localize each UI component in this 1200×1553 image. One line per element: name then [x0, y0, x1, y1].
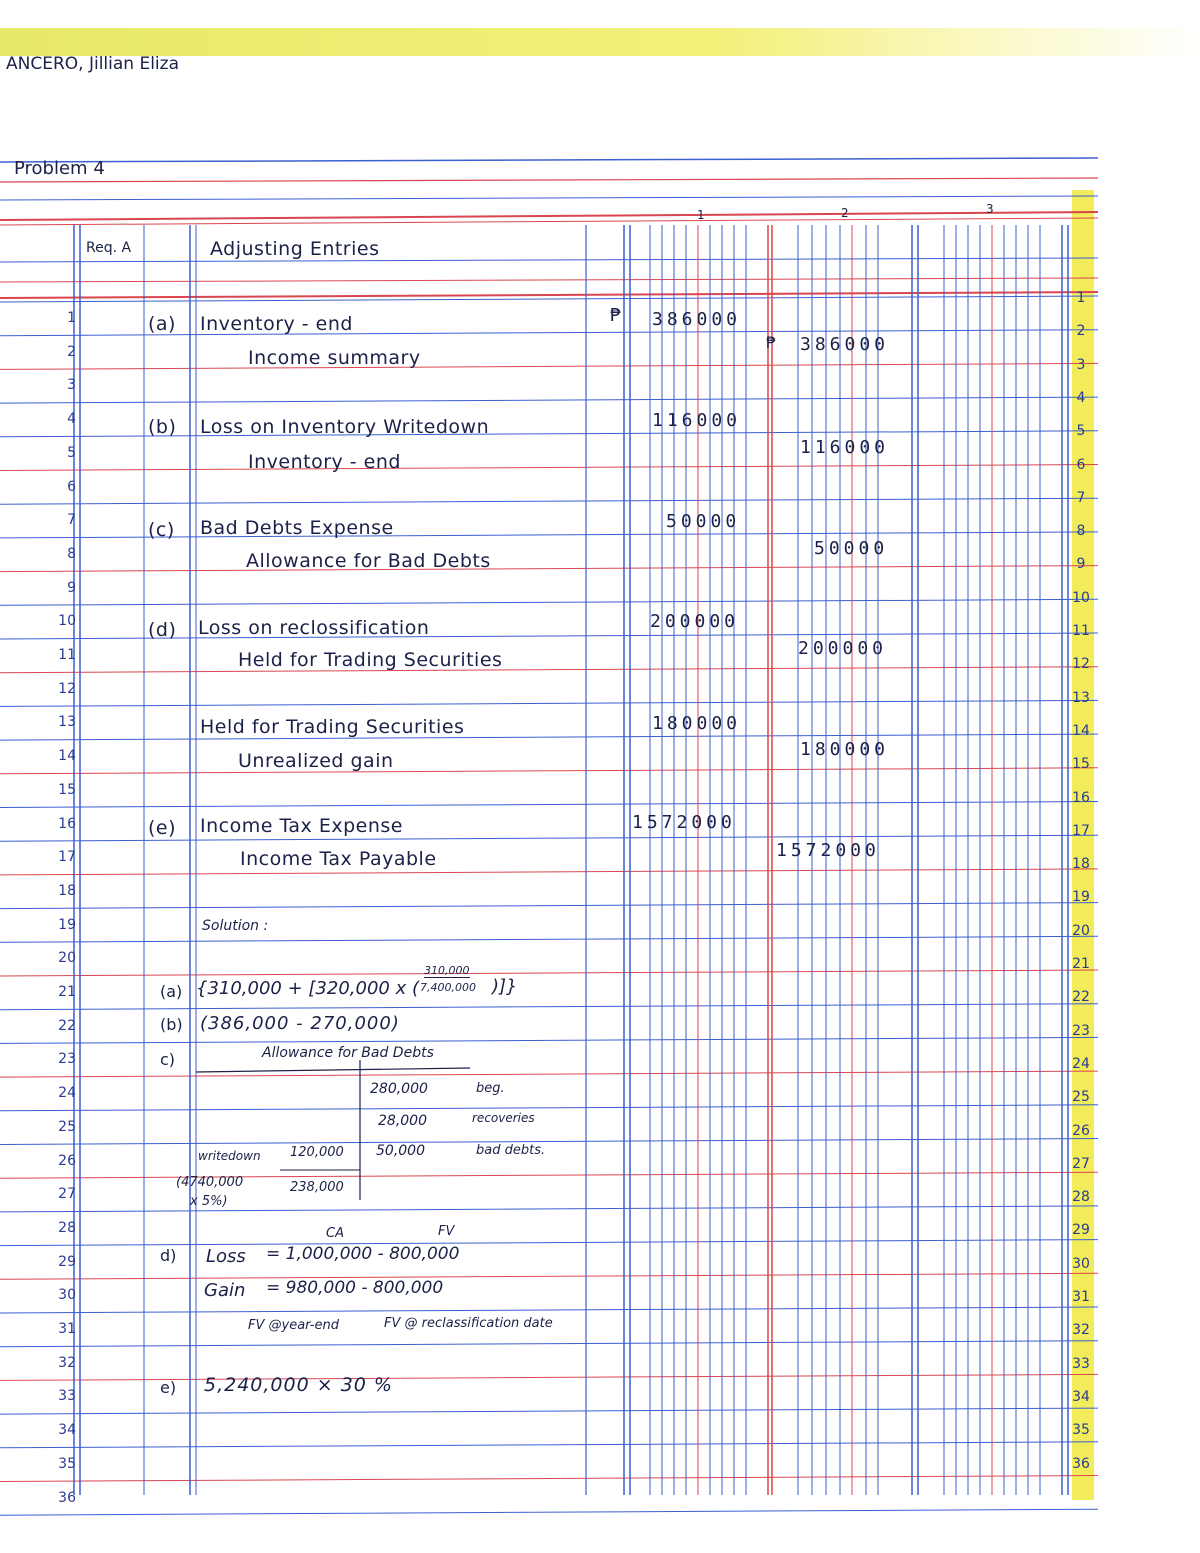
line-number: 28 [58, 1219, 76, 1236]
solution-d-note: FV @year-end [248, 1318, 339, 1333]
fraction-numerator: 310,000 [424, 964, 470, 977]
line-number: 4 [1076, 389, 1086, 406]
credit-account: Held for Trading Securities [238, 649, 503, 671]
line-number: 8 [67, 545, 76, 562]
row-rule [0, 734, 1098, 740]
line-number: 15 [58, 781, 76, 798]
fraction-denominator: 7,400,000 [420, 981, 476, 994]
credit-account: Inventory - end [248, 451, 401, 473]
line-number: 20 [58, 950, 76, 967]
debit-amount: 50000 [666, 511, 741, 532]
line-number: 30 [58, 1287, 76, 1304]
line-number: 32 [1072, 1322, 1090, 1339]
line-number: 5 [1076, 423, 1086, 440]
line-number: 28 [1072, 1189, 1090, 1206]
line-number: 2 [67, 343, 76, 360]
credit-amount: 116000 [800, 437, 890, 458]
line-number: 7 [1076, 489, 1086, 506]
entry-letter: (d) [148, 619, 177, 641]
line-number: 24 [58, 1085, 76, 1102]
row-rule [0, 1037, 1098, 1043]
debit-amount: 116000 [652, 410, 742, 431]
line-number: 30 [1072, 1255, 1090, 1272]
solution-letter: d) [160, 1246, 177, 1265]
t-account-value: 238,000 [290, 1180, 344, 1195]
row-rule [0, 768, 1098, 774]
line-number: 22 [1072, 989, 1090, 1006]
line-number: 29 [1072, 1222, 1090, 1239]
line-number: 19 [58, 916, 76, 933]
solution-d-note: FV @ reclassification date [384, 1316, 553, 1331]
line-number: 15 [1072, 756, 1090, 773]
solution-d-gain: = 980,000 - 800,000 [266, 1278, 444, 1298]
line-number: 3 [1076, 356, 1086, 373]
solution-b-formula: (386,000 - 270,000) [200, 1013, 400, 1034]
peso-sign: ₱ [766, 333, 777, 352]
line-number: 23 [1072, 1022, 1090, 1039]
t-account-value: 50,000 [376, 1143, 425, 1159]
entry-letter: (a) [148, 313, 176, 335]
debit-amount: 200000 [650, 611, 740, 632]
row-rule [0, 465, 1098, 471]
debit-account: Loss on reclossification [198, 617, 430, 639]
row-rule [0, 700, 1098, 706]
t-account-note: recoveries [472, 1111, 535, 1125]
line-number: 20 [1072, 922, 1090, 939]
student-name: ANCERO, Jillian Eliza [6, 54, 179, 74]
line-number: 2 [1076, 323, 1086, 340]
t-account-value: 28,000 [378, 1113, 427, 1129]
row-rule [0, 1105, 1098, 1111]
line-number: 32 [58, 1354, 76, 1371]
line-number: 34 [58, 1422, 76, 1439]
debit-account: Inventory - end [200, 313, 353, 335]
line-number: 17 [1072, 822, 1090, 839]
line-number: 8 [1076, 523, 1086, 540]
line-number: 19 [1072, 889, 1090, 906]
row-rule [0, 1071, 1098, 1077]
row-rule [0, 936, 1098, 942]
line-number: 12 [58, 680, 76, 697]
line-number: 25 [1072, 1089, 1090, 1106]
row-rule [0, 869, 1098, 875]
problem-title: Problem 4 [14, 158, 105, 179]
credit-amount: 386000 [800, 334, 890, 355]
row-rule [0, 566, 1098, 572]
line-number: 23 [58, 1051, 76, 1068]
row-rule [0, 498, 1098, 504]
calculation-note: x 5%) [190, 1194, 228, 1209]
row-rule [0, 1273, 1098, 1279]
line-number: 21 [1072, 956, 1090, 972]
line-number: 17 [58, 849, 76, 866]
solution-letter: (a) [160, 982, 183, 1001]
calculation-note: (4740,000 [176, 1175, 244, 1190]
peso-sign: ₱ [610, 305, 622, 326]
line-number: 6 [1076, 456, 1086, 473]
t-account-value: 280,000 [370, 1081, 428, 1097]
entry-letter: (b) [148, 416, 177, 438]
column-number-2: 2 [841, 206, 849, 220]
line-number: 18 [1072, 856, 1090, 873]
line-number: 10 [1072, 589, 1090, 606]
line-number: 4 [67, 411, 76, 428]
line-number: 35 [58, 1455, 76, 1472]
t-account-note: bad debts. [476, 1143, 546, 1158]
solution-letter: (b) [160, 1015, 183, 1034]
line-number: 36 [58, 1489, 76, 1506]
row-rule [0, 1509, 1098, 1515]
row-rule [0, 903, 1098, 909]
credit-amount: 1572000 [776, 840, 880, 861]
row-rule [0, 1408, 1098, 1414]
row-rule [0, 1004, 1098, 1010]
line-number: 24 [1072, 1055, 1090, 1072]
line-number: 11 [58, 647, 76, 663]
row-rule [0, 363, 1098, 369]
header-rule [0, 196, 1098, 200]
line-number: 5 [67, 444, 76, 461]
row-rule [0, 397, 1098, 403]
row-rule [0, 1341, 1098, 1347]
line-number: 22 [58, 1017, 76, 1034]
row-rule [0, 1476, 1098, 1482]
line-number: 6 [67, 478, 76, 495]
line-number: 27 [1072, 1155, 1090, 1172]
debit-account: Loss on Inventory Writedown [200, 416, 490, 438]
credit-amount: 180000 [800, 739, 890, 760]
debit-account: Held for Trading Securities [200, 716, 465, 738]
t-account-note: writedown [198, 1149, 261, 1163]
row-rule [0, 1307, 1098, 1313]
line-number: 16 [1072, 789, 1090, 806]
line-number: 33 [1072, 1355, 1090, 1372]
solution-d-gain-label: Gain [204, 1280, 246, 1301]
line-number: 13 [1072, 689, 1090, 706]
row-rule [0, 1442, 1098, 1448]
line-number: 27 [58, 1186, 76, 1203]
row-rule [0, 1206, 1098, 1212]
row-rule [0, 667, 1098, 673]
row-rule [0, 802, 1098, 808]
t-account-rule [196, 1068, 470, 1072]
debit-account: Income Tax Expense [200, 815, 403, 837]
solution-letter: e) [160, 1378, 177, 1397]
row-rule [0, 1139, 1098, 1145]
solution-a-close: )]} [492, 976, 518, 997]
line-number: 10 [58, 613, 76, 630]
row-rule [0, 599, 1098, 605]
t-account-value: 120,000 [290, 1145, 344, 1160]
line-number: 7 [67, 512, 76, 529]
line-number: 36 [1072, 1455, 1090, 1472]
solution-e-formula: 5,240,000 × 30 % [204, 1374, 393, 1396]
credit-amount: 50000 [814, 538, 889, 559]
debit-amount: 180000 [652, 713, 742, 734]
line-number: 21 [58, 984, 76, 1000]
debit-account: Bad Debts Expense [200, 517, 394, 539]
line-number: 26 [58, 1152, 76, 1169]
header-rule [0, 158, 1098, 162]
header-rule [0, 278, 1098, 282]
line-number: 29 [58, 1253, 76, 1270]
solution-d-loss-label: Loss [206, 1246, 246, 1267]
line-number: 35 [1072, 1422, 1090, 1439]
header-rule [0, 258, 1098, 262]
row-rule [0, 1172, 1098, 1178]
solution-d-ca: CA [326, 1226, 344, 1241]
line-number: 11 [1072, 623, 1090, 639]
row-rule [0, 1240, 1098, 1246]
line-number: 31 [1072, 1289, 1090, 1305]
requirement-label: Req. A [86, 240, 132, 256]
line-number: 9 [67, 579, 76, 596]
line-number: 14 [58, 748, 76, 765]
debit-amount: 386000 [652, 309, 742, 330]
line-number: 14 [1072, 722, 1090, 739]
line-number: 18 [58, 882, 76, 899]
line-number: 12 [1072, 656, 1090, 673]
line-number: 9 [1076, 556, 1086, 573]
entry-letter: (c) [148, 519, 175, 541]
column-number-1: 1 [697, 208, 705, 222]
credit-amount: 200000 [798, 638, 888, 659]
line-number: 31 [58, 1321, 76, 1337]
line-number: 16 [58, 815, 76, 832]
credit-account: Allowance for Bad Debts [246, 550, 491, 572]
solution-d-loss: = 1,000,000 - 800,000 [266, 1244, 460, 1264]
line-number: 1 [1076, 290, 1086, 306]
credit-account: Unrealized gain [238, 750, 394, 772]
header-rule [0, 178, 1098, 182]
t-account-note: beg. [476, 1081, 505, 1096]
page-heading: Adjusting Entries [210, 238, 380, 260]
solution-a-formula: {310,000 + [320,000 x ( [196, 978, 419, 999]
entry-letter: (e) [148, 817, 177, 839]
line-number: 34 [1072, 1388, 1090, 1405]
t-account-title: Allowance for Bad Debts [262, 1045, 434, 1061]
line-number: 1 [67, 310, 76, 326]
column-number-3: 3 [986, 202, 994, 216]
line-number: 13 [58, 714, 76, 731]
solution-heading: Solution : [202, 918, 269, 934]
solution-letter: c) [160, 1050, 176, 1069]
line-number: 3 [67, 377, 76, 394]
credit-account: Income summary [248, 347, 421, 369]
line-number: 25 [58, 1118, 76, 1135]
line-number: 33 [58, 1388, 76, 1405]
credit-account: Income Tax Payable [240, 848, 437, 870]
solution-d-fv: FV [438, 1224, 455, 1239]
row-rule [0, 970, 1098, 976]
debit-amount: 1572000 [632, 812, 736, 833]
line-number: 26 [1072, 1122, 1090, 1139]
